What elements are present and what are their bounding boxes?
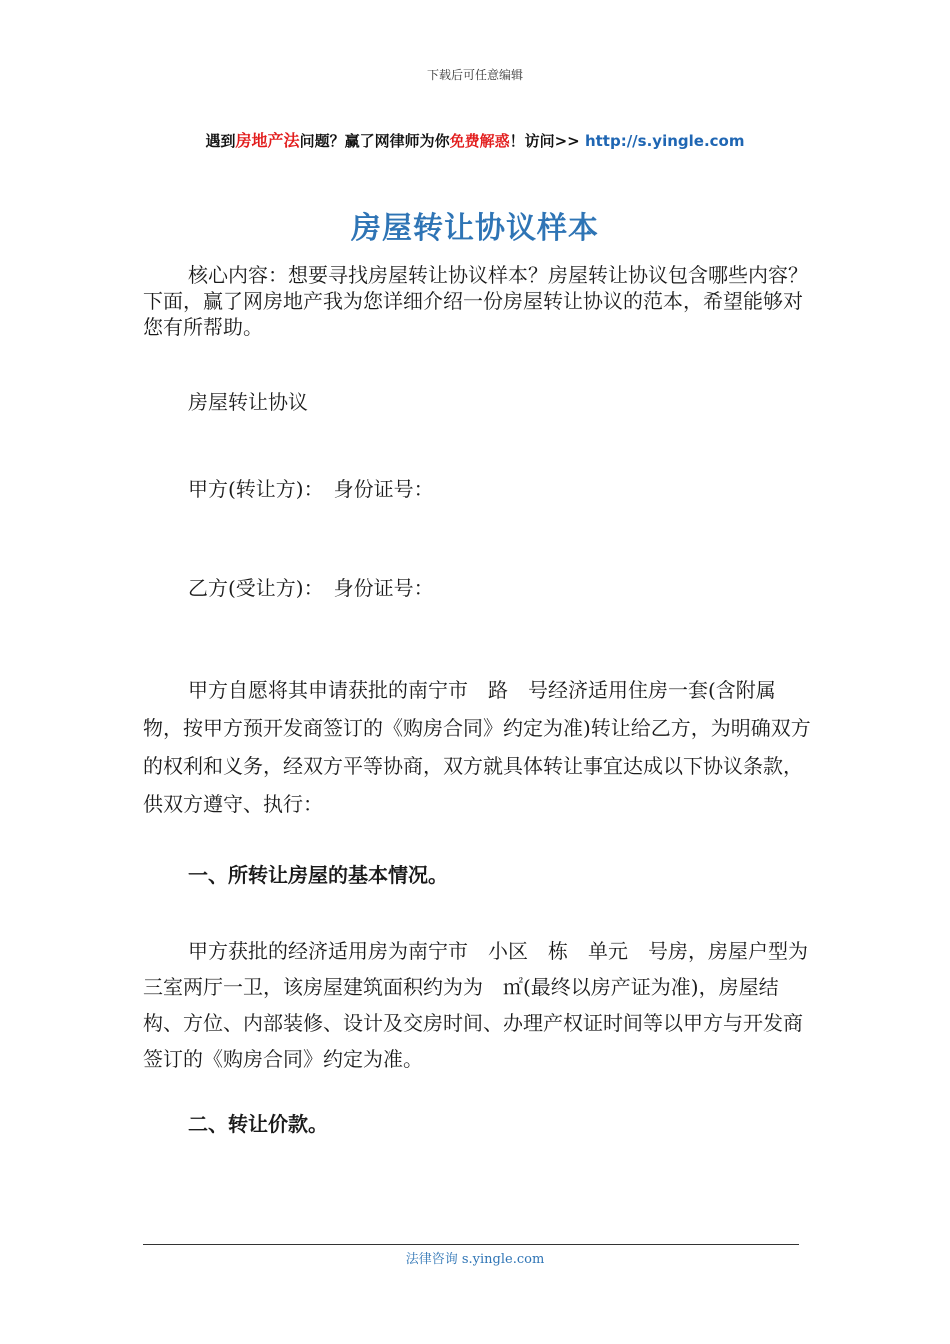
promo-link[interactable]: http://s.yingle.com	[584, 132, 745, 150]
page-header-note: 下载后可任意编辑	[426, 68, 523, 82]
document-title: 房屋转让协议样本	[351, 211, 599, 246]
promo-text-2: 问题？赢了网律师为你	[299, 132, 450, 150]
footer-divider	[143, 1244, 799, 1245]
transfer-paragraph: 甲方自愿将其申请获批的南宁市 路 号经济适用住房一套(含附属物，按甲方预开发商签订的《购房合同》约定为准)转让给乙方，为明确双方的权利和义务，经双方平等协商，双方就具体转让事宜达成以下协议条款，供双方遵守、执行：	[143, 678, 811, 816]
promo-highlight: 免费解惑	[449, 132, 510, 150]
footer-link[interactable]: 法律咨询 s.yingle.com	[405, 1252, 545, 1267]
promo-banner	[0, 128, 950, 151]
intro-paragraph: 核心内容：想要寻找房屋转让协议样本？房屋转让协议包含哪些内容？下面，赢了网房地产我为您详细介绍一份房屋转让协议的范本，希望能够对您有所帮助。	[143, 263, 808, 339]
section-heading-1: 一、所转让房屋的基本情况。	[188, 863, 448, 887]
section-heading-2: 二、转让价款。	[188, 1112, 328, 1136]
agreement-title: 房屋转让协议	[188, 390, 308, 414]
property-paragraph: 甲方获批的经济适用房为南宁市 小区 栋 单元 号房，房屋户型为三室两厅一卫，该房屋建筑面积约为为 ㎡(最终以房产证为准)，房屋结构、方位、内部装修、设计及交房时间、办理产权证时间等以甲方与开发商签订的《购房合同》约定为准。	[143, 939, 808, 1071]
promo-text-1: 遇到	[205, 132, 236, 150]
party-a-line: 甲方(转让方)： 身份证号：	[188, 477, 434, 501]
promo-text-3: ！访问>>	[509, 132, 585, 150]
party-b-line: 乙方(受让方)： 身份证号：	[188, 576, 434, 600]
promo-keyword: 房地产法	[235, 131, 300, 150]
